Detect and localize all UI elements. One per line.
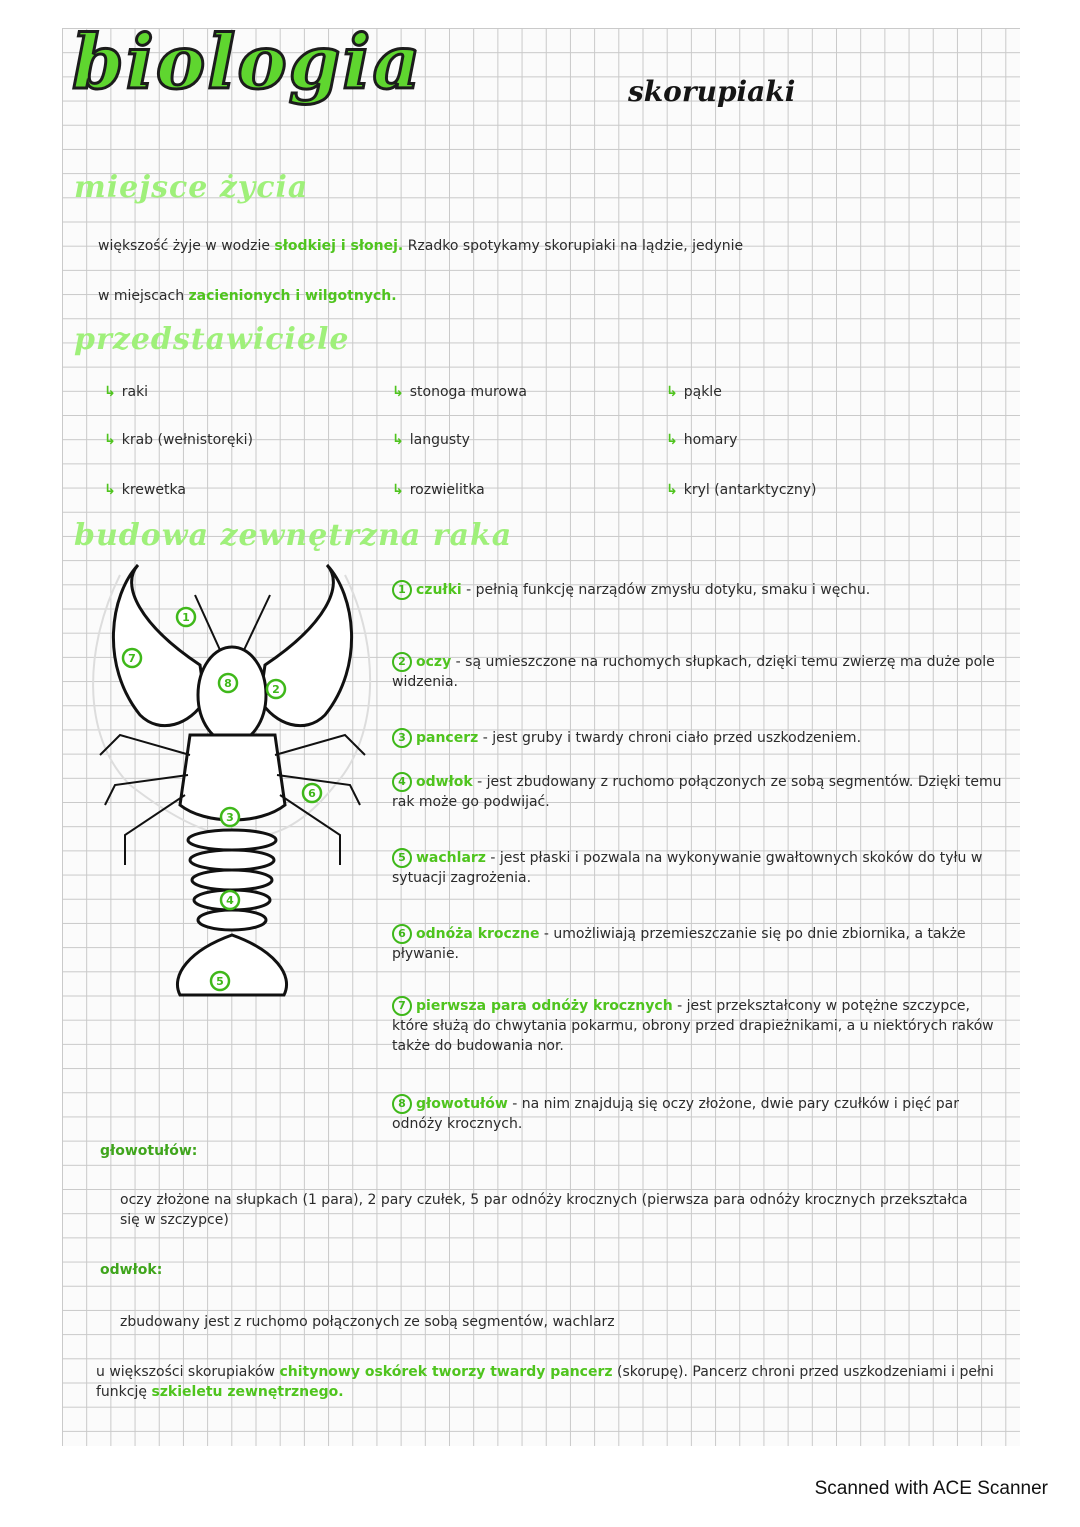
item-number-icon: 3 <box>392 728 412 748</box>
marker-label: 2 <box>272 683 280 696</box>
item-number-icon: 6 <box>392 924 412 944</box>
crayfish-diagram <box>80 555 385 1015</box>
habitat-line-1 <box>98 236 998 256</box>
cephalothorax-label: głowotułów: <box>100 1143 198 1159</box>
rep-item: ↳ raki <box>104 384 149 400</box>
item-number-icon: 7 <box>392 996 412 1016</box>
representatives-heading: przedstawiciele <box>74 322 350 357</box>
item-number-icon: 1 <box>392 580 412 600</box>
arrow-icon: ↳ <box>392 384 404 400</box>
page-title: biologia <box>72 20 423 106</box>
item-number-icon: 5 <box>392 848 412 868</box>
habitat-line-2 <box>98 286 998 306</box>
shell-text: u większości skorupiaków chitynowy oskórek tworzy twardy pancerz (skorupę). Pancerz chroni przed uszkodzeniami i pełni funkcję szkieletu zewnętrznego. <box>96 1364 994 1400</box>
rep-item: ↳ krewetka <box>104 482 186 498</box>
abdomen-label: odwłok: <box>100 1262 163 1278</box>
habitat-highlight: zacienionych i wilgotnych. <box>188 288 397 304</box>
item-number-icon: 4 <box>392 772 412 792</box>
anatomy-item: 3 pancerz - jest gruby i twardy chroni ciało przed uszkodzeniem. <box>392 728 1002 748</box>
arrow-icon: ↳ <box>104 482 116 498</box>
item-number-icon: 2 <box>392 652 412 672</box>
abdomen-text: zbudowany jest z ruchomo połączonych ze sobą segmentów, wachlarz <box>120 1314 615 1330</box>
marker-label: 1 <box>182 611 190 624</box>
arrow-icon: ↳ <box>104 384 116 400</box>
rep-item: ↳ kryl (antarktyczny) <box>666 482 817 498</box>
anatomy-heading: budowa zewnętrzna raka <box>74 518 513 553</box>
habitat-highlight: słodkiej i słonej. <box>274 238 404 254</box>
page-subtitle: skorupiaki <box>628 75 796 108</box>
arrow-icon: ↳ <box>666 384 678 400</box>
arrow-icon: ↳ <box>392 482 404 498</box>
item-number-icon: 8 <box>392 1094 412 1114</box>
rep-item: ↳ pąkle <box>666 384 722 400</box>
arrow-icon: ↳ <box>104 432 116 448</box>
cephalothorax-text: oczy złożone na słupkach (1 para), 2 pary czułek, 5 par odnóży krocznych (pierwsza para odnóży krocznych przekształca się w szczypce) <box>120 1192 968 1228</box>
habitat-text: Rzadko spotykamy skorupiaki na lądzie, jedynie <box>407 238 744 254</box>
scanner-watermark: Scanned with ACE Scanner <box>814 1478 1048 1499</box>
rep-item: ↳ krab (wełnistoręki) <box>104 432 253 448</box>
habitat-text: w miejscach <box>98 288 185 304</box>
arrow-icon: ↳ <box>666 482 678 498</box>
arrow-icon: ↳ <box>392 432 404 448</box>
anatomy-item: 7 pierwsza para odnóży krocznych - jest przekształcony w potężne szczypce, które służą do chwytania pokarmu, obrony przed drapieżnikami, a u niektórych raków także do budowania nor. <box>392 998 994 1054</box>
marker-label: 8 <box>224 677 232 690</box>
anatomy-item: 6 odnóża kroczne - umożliwiają przemieszczanie się po dnie zbiornika, a także pływanie. <box>392 926 966 962</box>
anatomy-item: 2 oczy - są umieszczone na ruchomych słupkach, dzięki temu zwierzę ma duże pole widzenia. <box>392 654 995 690</box>
rep-item: ↳ langusty <box>392 432 470 448</box>
rep-item: ↳ homary <box>666 432 738 448</box>
marker-label: 3 <box>226 811 234 824</box>
anatomy-item: 5 wachlarz - jest płaski i pozwala na wykonywanie gwałtownych skoków do tyłu w sytuacji zagrożenia. <box>392 850 983 886</box>
marker-label: 6 <box>308 787 316 800</box>
anatomy-item: 8 głowotułów - na nim znajdują się oczy złożone, dwie pary czułków i pięć par odnóży krocznych. <box>392 1096 959 1132</box>
arrow-icon: ↳ <box>666 432 678 448</box>
anatomy-item: 4 odwłok - jest zbudowany z ruchomo połączonych ze sobą segmentów. Dzięki temu rak może go podwijać. <box>392 774 1002 810</box>
habitat-text: większość żyje w wodzie <box>98 238 270 254</box>
marker-label: 7 <box>128 652 136 665</box>
marker-label: 4 <box>226 894 234 907</box>
rep-item: ↳ rozwielitka <box>392 482 485 498</box>
marker-label: 5 <box>216 975 224 988</box>
habitat-heading: miejsce życia <box>74 170 309 205</box>
rep-item: ↳ stonoga murowa <box>392 384 527 400</box>
anatomy-item: 1 czułki - pełnią funkcję narządów zmysłu dotyku, smaku i węchu. <box>392 580 1002 600</box>
